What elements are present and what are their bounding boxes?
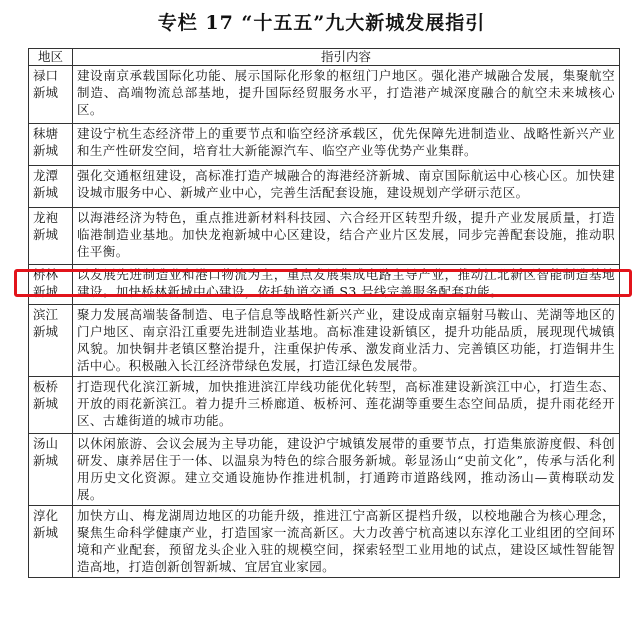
table-row	[29, 66, 620, 124]
table-row	[29, 265, 620, 305]
content-cell: 聚力发展高端装备制造、电子信息等战略性新兴产业，建设成南京辐射马鞍山、芜湖等地区的门户地区、南京沿江重要先进制造业基地。高标准建设新镇区，提升功能品质，展现现代城镇风貌。加快铜井老镇区整治提升，注重保护传承、激发商业活力、完善镇区功能，打造铜井生活中心。积极融入长江经济带绿色发展，打造江绿色发展带。	[73, 305, 620, 377]
table-row	[29, 208, 620, 265]
content-cell: 以海港经济为特色，重点推进新材料科技园、六合经开区转型升级，提升产业发展质量，打造临港制造业基地。加快龙袍新城中心区建设，结合产业片区发展，同步完善配套设施，推动职住平衡。	[73, 208, 620, 265]
area-cell: 板桥新城	[29, 377, 73, 434]
table-row	[29, 166, 620, 208]
content-cell: 打造现代化滨江新城，加快推进滨江岸线功能优化转型，高标准建设新滨江中心，打造生态、开放的雨花新滨江。着力提升三桥廊道、板桥河、莲花湖等重要生态空间品质，提升雨花经开区、古雄街道的城市功能。	[73, 377, 620, 434]
content-cell: 建设宁杭生态经济带上的重要节点和临空经济承载区，优先保障先进制造业、战略性新兴产业和生产性研发空间，培育壮大新能源汽车、临空产业等优势产业集群。	[73, 124, 620, 166]
table-row	[29, 124, 620, 166]
area-cell: 龙袍新城	[29, 208, 73, 265]
content-cell: 强化交通枢纽建设，高标准打造产城融合的海港经济新城、南京国际航运中心核心区。加快建设城市服务中心、新城产业中心，完善生活配套设施，建设规划产学研示范区。	[73, 166, 620, 208]
content-cell: 以发展先进制造业和港口物流为主，重点发展集成电路主导产业，推动江北新区智能制造基地建设。加快桥林新城中心建设，依托轨道交通 S3 号线完善服务配套功能。	[73, 265, 620, 305]
guidance-table	[28, 48, 620, 578]
area-cell: 淳化新城	[29, 506, 73, 578]
content-cell: 以休闲旅游、会议会展为主导功能，建设沪宁城镇发展带的重要节点，打造集旅游度假、科创研发、康养居住于一体、以温泉为特色的综合服务新城。彰显汤山“史前文化”，传承与活化利用历史文化资源。建立交通设施协作推进机制，打通跨市道路线网，推动汤山—黄梅联动发展。	[73, 434, 620, 506]
table-row	[29, 305, 620, 377]
table-row	[29, 506, 620, 578]
table-header-row	[29, 49, 620, 66]
table-row	[29, 434, 620, 506]
area-cell: 桥林新城	[29, 265, 73, 305]
area-cell: 秣塘新城	[29, 124, 73, 166]
area-cell: 滨江新城	[29, 305, 73, 377]
area-cell: 禄口新城	[29, 66, 73, 124]
content-cell: 加快方山、梅龙湖周边地区的功能升级，推进江宁高新区提档升级，以校地融合为核心理念，聚焦生命科学健康产业，打造国家一流高新区。大力改善宁杭高速以东淳化工业组团的空间环境和产业配套，预留龙头企业入驻的规模空间，探索轻型工业用地的试点，建设区域性智能智造高地，打造创新创智新城、宜居宜业家园。	[73, 506, 620, 578]
area-cell: 汤山新城	[29, 434, 73, 506]
area-cell: 龙潭新城	[29, 166, 73, 208]
table-row	[29, 377, 620, 434]
header-content: 指引内容	[73, 49, 620, 66]
header-area: 地区	[29, 49, 73, 66]
page-title: 专栏 17 “十五五”九大新城发展指引	[157, 12, 486, 34]
content-cell: 建设南京承载国际化功能、展示国际化形象的枢纽门户地区。强化港产城融合发展，集聚航空制造、高端物流总部基地，提升国际经贸服务水平，打造港产城深度融合的航空未来城核心区。	[73, 66, 620, 124]
